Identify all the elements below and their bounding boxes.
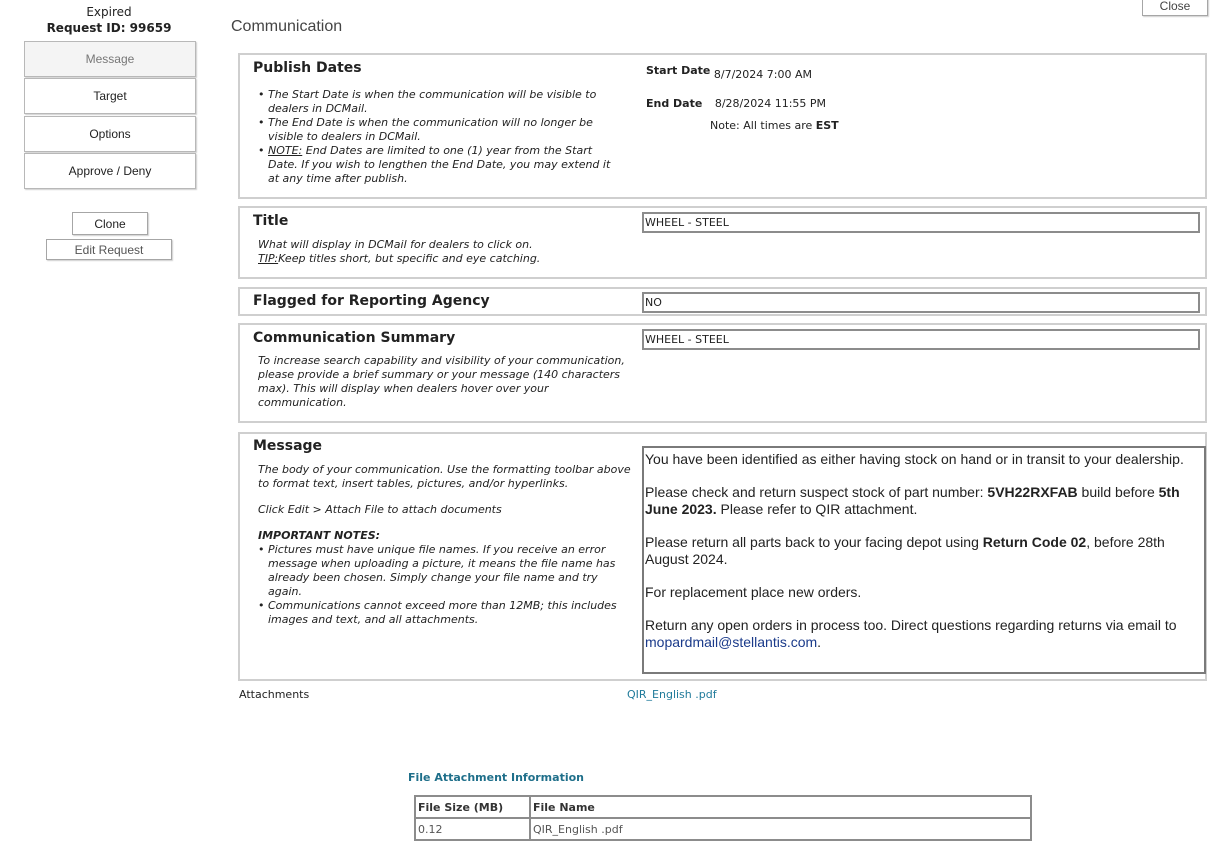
- note-label: NOTE:: [268, 144, 303, 157]
- timezone-note: [710, 119, 839, 132]
- note-bullet: • Communications cannot exceed more than 12MB; this includes images and text, and all attachments.: [258, 599, 633, 627]
- clone-button[interactable]: Clone: [72, 212, 148, 235]
- table-row: [415, 818, 1031, 840]
- title-help-line: What will display in DCMail for dealers to click on.: [258, 238, 533, 251]
- nav-item-label: Options: [89, 127, 131, 141]
- message-help: [258, 463, 633, 627]
- flagged-title: Flagged for Reporting Agency: [253, 293, 490, 309]
- file-name-cell: QIR_English .pdf: [530, 818, 1031, 840]
- title-input[interactable]: WHEEL - STEEL: [642, 212, 1200, 233]
- nav-item-options[interactable]: [24, 116, 196, 152]
- note-text: End Dates are limited to one (1) year from the Start Date. If you wish to lengthen the End Date, you may extend it at any time after publish.: [268, 144, 611, 185]
- message-body-editor[interactable]: [642, 446, 1206, 674]
- message-title: Message: [253, 438, 323, 454]
- help-bullet: • The End Date is when the communication will no longer be visible to dealers in DCMail.: [258, 116, 618, 144]
- attachments-label: Attachments: [239, 688, 310, 701]
- help-bullet: • The Start Date is when the communication will be visible to dealers in DCMail.: [258, 88, 618, 116]
- timezone-note-text: Note: All times are: [710, 119, 816, 132]
- message-section: [238, 432, 1207, 681]
- nav-item-label: Approve / Deny: [68, 164, 152, 178]
- nav-item-message[interactable]: [24, 41, 196, 77]
- start-date-row: [646, 64, 813, 81]
- title-help: [258, 238, 618, 266]
- help-bullet: [258, 144, 618, 186]
- request-id: Request ID: 99659: [46, 21, 172, 35]
- title-section-title: Title: [253, 213, 289, 229]
- nav-item-approve-deny[interactable]: [24, 153, 196, 189]
- nav-item-label: Target: [93, 89, 127, 103]
- tip-text: Keep titles short, but specific and eye catching.: [278, 252, 541, 265]
- message-paragraph: Please return all parts back to your facing depot using Return Code 02, before 28th August 2024.: [645, 534, 1165, 567]
- message-paragraph: Please check and return suspect stock of part number: 5VH22RXFAB build before 5th June 2023. Please refer to QIR attachment.: [645, 484, 1180, 517]
- end-date-value: 8/28/2024 11:55 PM: [714, 97, 827, 110]
- note-bullet: • Pictures must have unique file names. If you receive an error message when uploading a picture, it means the file name has already been chosen. Simply change your file name and try again.: [258, 543, 633, 599]
- end-date-row: [646, 97, 826, 110]
- attach-help-text: Click Edit > Attach File to attach documents: [258, 503, 502, 516]
- important-notes-title: IMPORTANT NOTES:: [258, 529, 381, 542]
- page-title: Communication: [231, 18, 343, 35]
- title-tip: [258, 252, 618, 266]
- message-help-text: The body of your communication. Use the formatting toolbar above to format text, insert tables, pictures, and/or hyperlinks.: [258, 463, 631, 490]
- column-header: File Name: [530, 796, 1031, 818]
- message-paragraph: For replacement place new orders.: [645, 584, 862, 600]
- nav-item-target[interactable]: [24, 78, 196, 114]
- message-paragraph: You have been identified as either having stock on hand or in transit to your dealership.: [645, 451, 1184, 467]
- file-size-cell: 0.12: [415, 818, 530, 840]
- request-status: [0, 4, 218, 36]
- summary-input[interactable]: WHEEL - STEEL: [642, 329, 1200, 350]
- nav-item-label: Message: [85, 52, 135, 66]
- edit-request-button[interactable]: Edit Request: [46, 239, 172, 260]
- tip-label: TIP:: [258, 252, 279, 265]
- timezone-value: EST: [815, 119, 839, 132]
- publish-dates-help: [258, 88, 618, 186]
- publish-dates-section: [238, 53, 1207, 199]
- summary-section: [238, 323, 1207, 423]
- flagged-input[interactable]: NO: [642, 292, 1200, 313]
- status-state: Expired: [86, 5, 132, 19]
- end-date-label: End Date: [646, 97, 703, 110]
- start-date-label: Start Date: [646, 64, 711, 77]
- close-button[interactable]: Close: [1142, 0, 1208, 16]
- message-paragraph: Return any open orders in process too. Direct questions regarding returns via email to mopardmail@stellantis.com.: [645, 617, 1177, 650]
- publish-dates-title: Publish Dates: [253, 60, 362, 76]
- column-header: File Size (MB): [415, 796, 530, 818]
- attachment-link[interactable]: QIR_English .pdf: [627, 688, 717, 701]
- file-attachment-info-title: File Attachment Information: [408, 771, 584, 784]
- summary-help: To increase search capability and visibility of your communication, please provide a brief summary or your message (140 characters max). This will display when dealers hover over your communication.: [258, 354, 625, 409]
- title-section: [238, 206, 1207, 279]
- table-header-row: [415, 796, 1031, 818]
- flagged-section: [238, 287, 1207, 316]
- email-link[interactable]: mopardmail@stellantis.com: [645, 634, 818, 650]
- summary-title: Communication Summary: [253, 330, 456, 346]
- start-date-value: 8/7/2024 7:00 AM: [713, 68, 813, 81]
- file-attachment-table: [414, 795, 1032, 841]
